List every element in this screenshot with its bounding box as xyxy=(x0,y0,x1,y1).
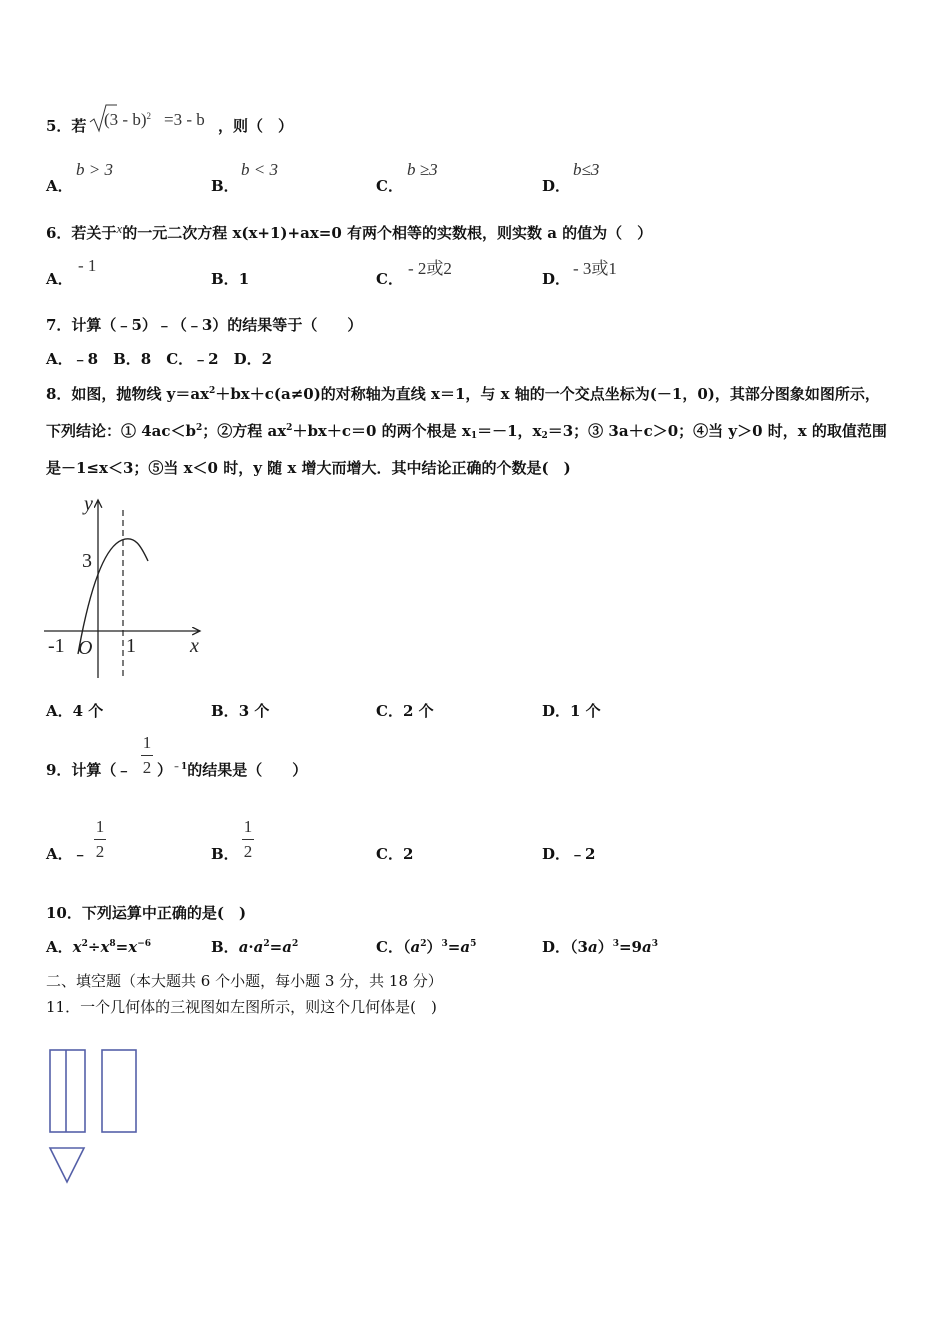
q5-number: 5．若 xyxy=(46,117,87,135)
tick-label-3: 3 xyxy=(82,550,92,572)
q10-option-b: B．$a\cdot a^2=a^2$ xyxy=(211,938,299,956)
q10-stem: 10．下列运算中正确的是( ) xyxy=(46,904,247,922)
q5-option-c: b ≥3 xyxy=(407,160,438,179)
q5-stem xyxy=(46,115,86,136)
q8-option-c: C．2 个 xyxy=(376,702,434,720)
q5-option-d: b≤3 xyxy=(573,160,600,179)
x-axis-label: x xyxy=(190,635,199,657)
q6-option-c-label: C． xyxy=(376,270,403,288)
q6-option-c: - 2或2 xyxy=(408,259,452,278)
q10-option-a: A．$x^2\div x^8=x^{-6}$ xyxy=(46,938,151,956)
q5-tail: ，则（ ） xyxy=(218,117,294,135)
q5-option-b: b < 3 xyxy=(241,160,278,179)
q9-fraction: 1 2 xyxy=(142,733,152,777)
q6-option-d-label: D． xyxy=(542,270,571,288)
side-view xyxy=(102,1050,136,1132)
parabola-graph xyxy=(40,488,215,683)
q8-line-2: 下列结论：① $4ac<b^2$；②方程 $ax^2+bx+c=0$ 的两个根是 $x_1=-1$，$x_2=3$；③ 3a＋c＞0；④当 y＞0 时，x 的取值范围 xyxy=(46,422,887,441)
section-heading: 二、填空题（本大题共 6 个小题，每小题 3 分，共 18 分） xyxy=(46,972,443,990)
q6-stem: 6．若关于x的一元二次方程 x(x+1)+ax=0 有两个相等的实数根，则实数 a 的值为（ ） xyxy=(46,221,653,242)
q6-option-d: - 3或1 xyxy=(573,259,617,278)
q6-option-a: - 1 xyxy=(78,256,97,275)
q9-pre: 9．计算（﹣ xyxy=(46,761,132,779)
y-axis-label: y xyxy=(84,493,93,515)
q5-option-d-label: D． xyxy=(542,177,571,195)
front-view xyxy=(50,1050,85,1132)
q9-option-b-label: B． xyxy=(211,845,239,863)
q9-option-b-fraction: 1 2 xyxy=(243,817,253,861)
q11-stem: 11．一个几何体的三视图如左图所示，则这个几何体是( ) xyxy=(46,998,437,1016)
tick-label-neg1: -1 xyxy=(48,635,65,657)
top-view-triangle xyxy=(50,1148,84,1182)
q5-option-a: b > 3 xyxy=(76,160,113,179)
q8-option-d: D．1 个 xyxy=(542,702,601,720)
q6-option-b-label: B．1 xyxy=(211,270,250,288)
q8-option-a: A．4 个 xyxy=(46,702,104,720)
origin-label: O xyxy=(78,637,93,659)
q9-post: ）$^{﹣1}$的结果是（ ） xyxy=(157,761,308,779)
q9-option-d: D．﹣2 xyxy=(542,845,596,863)
q8-line-1: 8．如图，抛物线 $y=ax^2+bx+c(a\ne 0)$的对称轴为直线 x＝1，与 x 轴的一个交点坐标为(－1，0)，其部分图象如图所示， xyxy=(46,385,880,403)
q7-stem: 7．计算（﹣5）﹣（﹣3）的结果等于（ ） xyxy=(46,316,363,334)
q5-radicand: (3 - b)$^2$ xyxy=(104,110,151,129)
q5-rhs: =3 - b xyxy=(164,110,205,129)
tick-label-1: 1 xyxy=(126,635,136,657)
q5-option-a-label: A． xyxy=(46,177,73,195)
q8-option-b: B．3 个 xyxy=(211,702,270,720)
q9-option-a-fraction: 1 2 xyxy=(95,817,105,861)
q9-option-a-label: A．﹣ xyxy=(46,845,88,863)
q10-option-d: D．$(3a)^3=9a^3$ xyxy=(542,938,658,956)
q9-option-c: C．2 xyxy=(376,845,414,863)
three-views-diagram xyxy=(44,1044,144,1189)
q6-option-a-label: A． xyxy=(46,270,73,288)
q10-option-c: C．$(a^2)^3=a^5$ xyxy=(376,938,477,956)
q5-option-b-label: B． xyxy=(211,177,239,195)
q8-line-3: 是－1≤x＜3；⑤当 x＜0 时，y 随 x 增大而增大．其中结论正确的个数是( ) xyxy=(46,459,571,477)
q5-option-c-label: C． xyxy=(376,177,403,195)
q7-options: A．﹣8 B．8 C．﹣2 D．2 xyxy=(46,350,273,368)
